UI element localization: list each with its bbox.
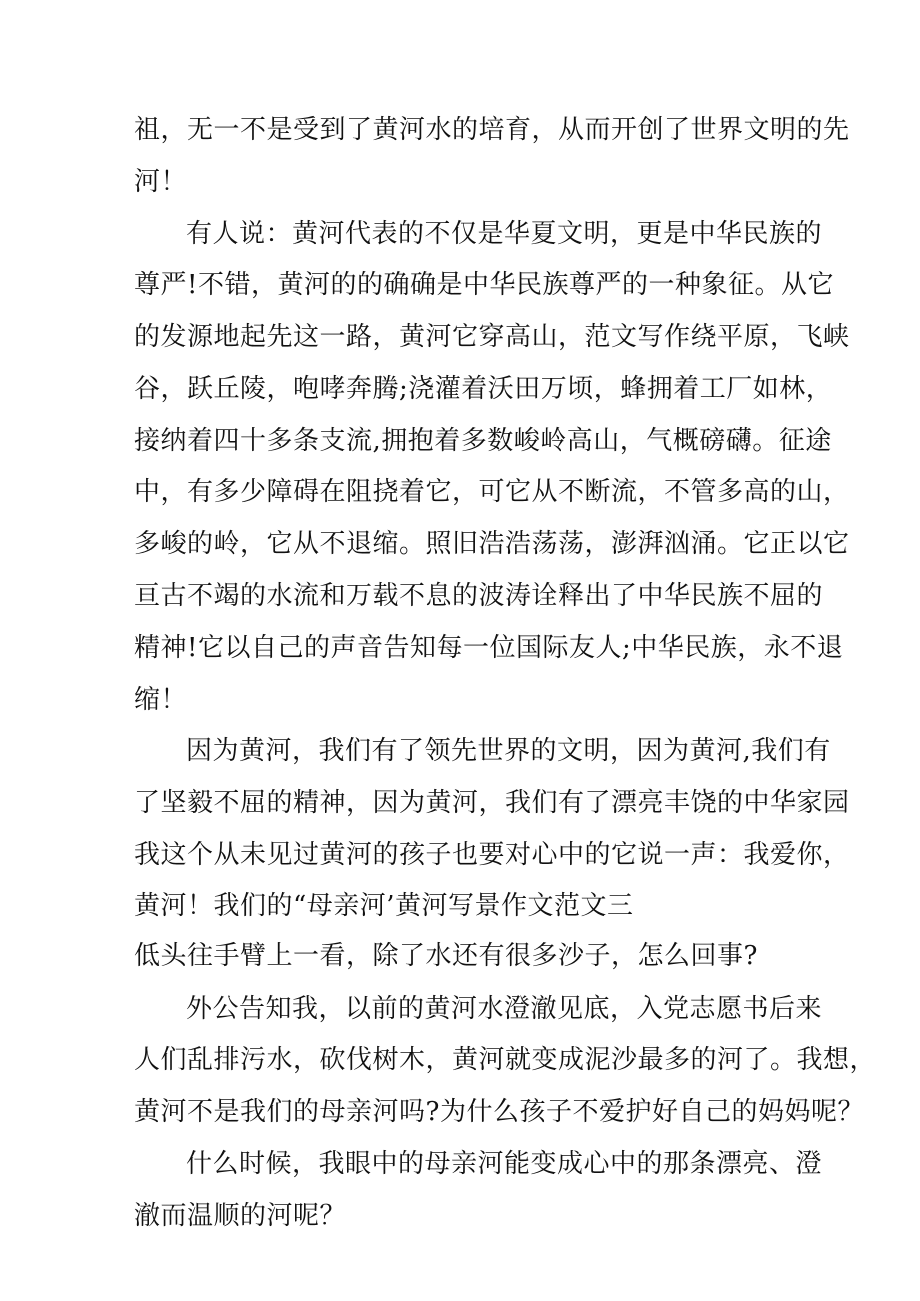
text-line: 缩！ bbox=[134, 685, 188, 715]
text-line: 我这个从未见过黄河的孩子也要对心中的它说一声：我爱你， bbox=[134, 840, 850, 870]
text-line: 精神!它以自己的声音告知每一位国际友人;中华民族，永不退 bbox=[134, 633, 844, 663]
text-line: 黄河不是我们的母亲河吗?为什么孩子不爱护好自己的妈妈呢？ bbox=[134, 1097, 864, 1127]
paragraph-start-line: 因为黄河，我们有了领先世界的文明，因为黄河,我们有 bbox=[186, 736, 831, 766]
text-line: 人们乱排污水，砍伐树木，黄河就变成泥沙最多的河了。我想， bbox=[134, 1045, 877, 1075]
paragraph-start-line: 外公告知我，以前的黄河水澄澈见底，入党志愿书后来 bbox=[186, 994, 823, 1024]
text-line: 低头往手臂上一看，除了水还有很多沙子，怎么回事? bbox=[134, 941, 758, 971]
text-line: 祖，无一不是受到了黄河水的培育，从而开创了世界文明的先 bbox=[134, 115, 850, 145]
paragraph-start-line: 什么时候，我眼中的母亲河能变成心中的那条漂亮、澄 bbox=[186, 1149, 823, 1179]
text-line: 尊严!不错，黄河的的确确是中华民族尊严的一种象征。从它 bbox=[134, 270, 834, 300]
paragraph-start-line: 有人说：黄河代表的不仅是华夏文明，更是中华民族的 bbox=[186, 219, 823, 249]
text-line: 多峻的岭，它从不退缩。照旧浩浩荡荡，澎湃汹涌。它正以它 bbox=[134, 529, 850, 559]
text-line: 澈而温顺的河呢？ bbox=[134, 1201, 347, 1231]
text-line: 谷，跃丘陵，咆哮奔腾;浇灌着沃田万顷，蜂拥着工厂如林， bbox=[134, 374, 833, 404]
text-line: 中，有多少障碍在阻挠着它，可它从不断流，不管多高的山， bbox=[134, 477, 850, 507]
text-line: 亘古不竭的水流和万载不息的波涛诠释出了中华民族不屈的 bbox=[134, 581, 824, 611]
text-line: 河！ bbox=[134, 167, 188, 197]
text-line: 的发源地起先这一路，黄河它穿高山，范文写作绕平原，飞峡 bbox=[134, 322, 850, 352]
text-line: 了坚毅不屈的精神，因为黄河，我们有了漂亮丰饶的中华家园 bbox=[134, 788, 850, 818]
text-line: 黄河！我们的“母亲河’黄河写景作文范文三 bbox=[134, 891, 634, 921]
text-line: 接纳着四十多条支流,拥抱着多数峻岭高山，气概磅礴。征途 bbox=[134, 426, 832, 456]
